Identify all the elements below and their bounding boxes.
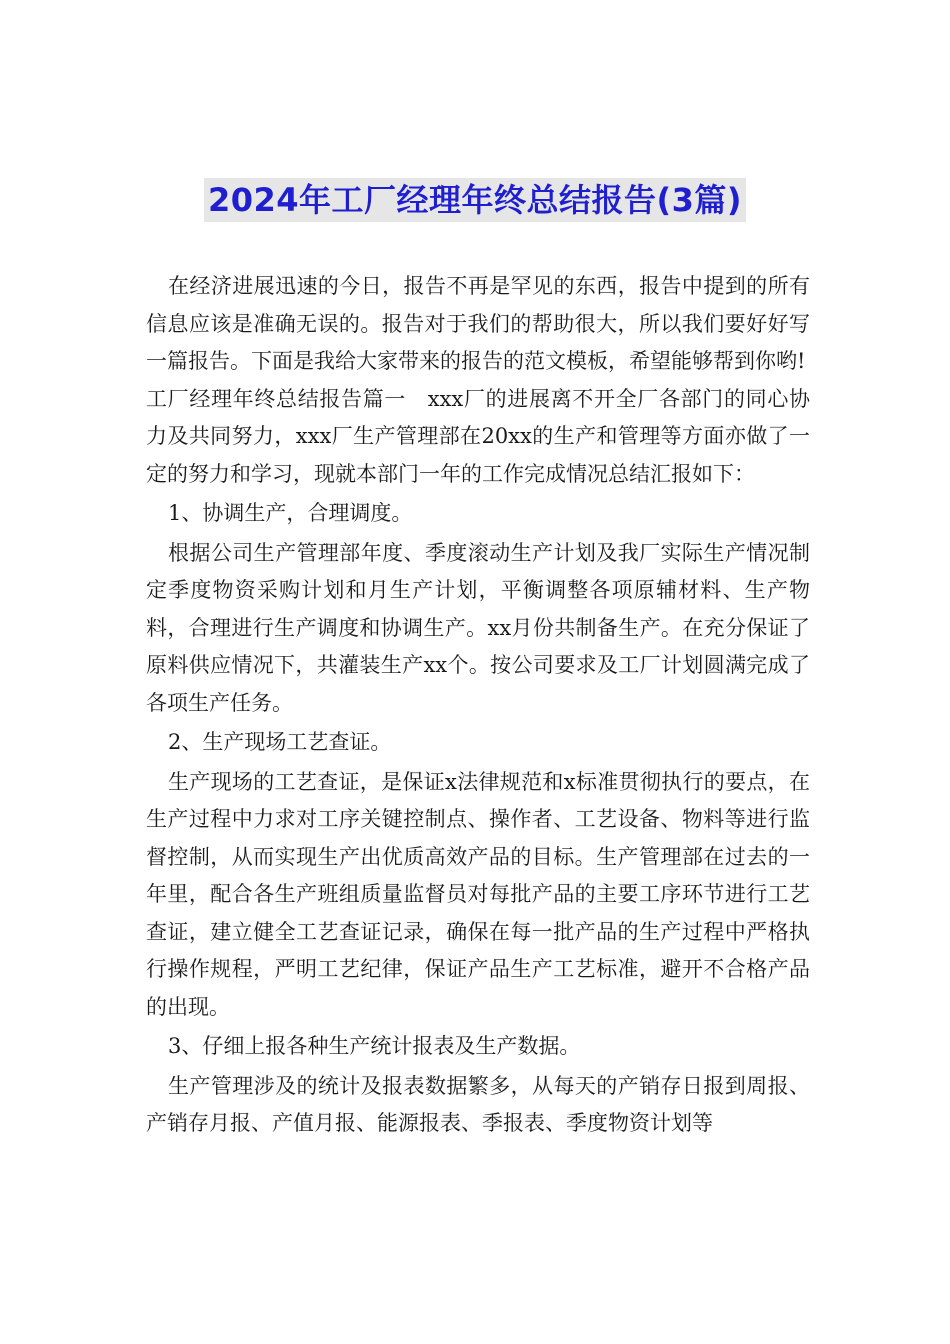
item-heading-1: 1、协调生产，合理调度。 xyxy=(168,501,413,525)
item-heading-2: 2、生产现场工艺查证。 xyxy=(168,730,392,754)
item-body-3: 生产管理涉及的统计及报表数据繁多，从每天的产销存日报到周报、产销存月报、产值月报、能源报表、季报表、季度物资计划等 xyxy=(146,1073,810,1135)
document-title: 2024年工厂经理年终总结报告(3篇) xyxy=(204,178,746,222)
section-one-paragraph: 工厂经理年终总结报告篇一 xxx厂的进展离不开全厂各部门的同心协力及共同努力，xxx厂生产管理部在20xx的生产和管理等方面亦做了一定的努力和学习，现就本部门一年的工作完成情况总结汇报如下： xyxy=(146,386,810,486)
item-body-1: 根据公司生产管理部年度、季度滚动生产计划及我厂实际生产情况制定季度物资采购计划和月生产计划，平衡调整各项原辅材料、生产物料，合理进行生产调度和协调生产。xx月份共制备生产。在充分保证了原料供应情况下，共灌装生产xx个。按公司要求及工厂计划圆满完成了各项生产任务。 xyxy=(146,540,810,715)
item-heading-3: 3、仔细上报各种生产统计报表及生产数据。 xyxy=(168,1034,581,1058)
title-container xyxy=(0,178,950,222)
item-body-2: 生产现场的工艺查证，是保证x法律规范和x标准贯彻执行的要点，在生产过程中力求对工序关键控制点、操作者、工艺设备、物料等进行监督控制，从而实现生产出优质高效产品的目标。生产管理部在过去的一年里，配合各生产班组质量监督员对每批产品的主要工序环节进行工艺查证，建立健全工艺查证记录，确保在每一批产品的生产过程中严格执行操作规程，严明工艺纪律，保证产品生产工艺标准，避开不合格产品的出现。 xyxy=(146,769,810,1019)
document-body xyxy=(146,268,810,1143)
intro-paragraph: 在经济进展迅速的今日，报告不再是罕见的东西，报告中提到的所有信息应该是准确无误的。报告对于我们的帮助很大，所以我们要好好写一篇报告。下面是我给大家带来的报告的范文模板，希望能够帮到你哟! xyxy=(146,274,810,373)
